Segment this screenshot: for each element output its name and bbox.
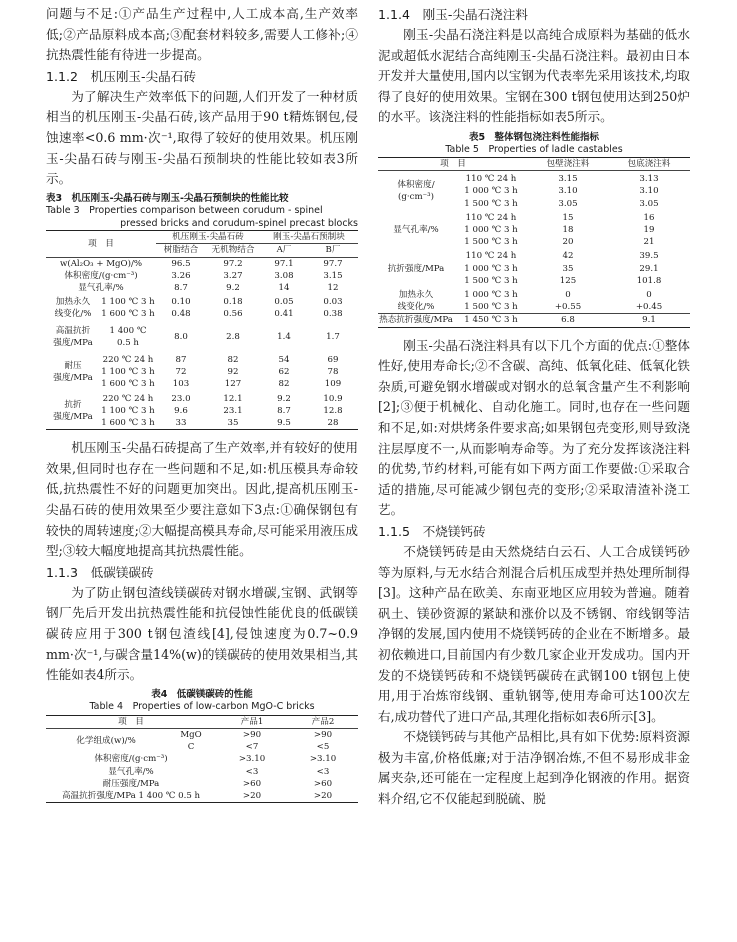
paragraph: 不烧镁钙砖是由天然烧结白云石、人工合成镁钙砂等为原料,与无水结合剂混合后机压成型并热处理所制得[3]。这种产品在欧美、东南亚地区应用较为普遍。随着矾土、镁砂资源的紧缺和涨价以及不锈钢、帘线钢等洁净钢的发展,国内使用不烧镁钙砖的企业在不断增多。最初依赖进口,目前国内有少数几家企业开发成功。国内开发的不烧镁钙砖和不烧镁钙碳砖在武钢100 t钢包上使用,用于冶炼帘线钢、重轨钢等,使用寿命可达100次左右,成功替代了进口产品,其理化指标如表6所示[3]。 — [378, 543, 690, 724]
section-heading: 1.1.5 不烧镁钙砖 — [378, 523, 486, 539]
table-row: 1 100 ℃ 3 h 72 92 62 78 — [101, 367, 339, 378]
table-row: 1 500 ℃ 3 h +0.55 +0.45 — [464, 302, 663, 313]
table-caption-en: Table 4 Properties of low-carbon MgO-C bricks — [89, 701, 315, 713]
header-item: 项 目 — [440, 158, 466, 169]
table-caption-en: pressed bricks and corudum-spinel precast blocks — [120, 217, 358, 229]
row-group-label: 显气孔率/% — [393, 224, 439, 235]
table-caption-en: Table 5 Properties of ladle castables — [445, 144, 623, 156]
row-group-label: 耐压 强度/MPa — [53, 361, 93, 384]
table-4-caption — [46, 689, 358, 713]
table-row: 1 600 ℃ 3 h 33 35 9.5 28 — [46, 417, 358, 430]
paragraph: 机压刚玉-尖晶石砖提高了生产效率,并有较好的使用效果,但同时也存在一些问题和不足,如:机压模具寿命较低,抗热震性不好的问题更加突出。因此,提高机压刚玉-尖晶石砖的使用效果至少要注意如下3点:①确保钢包有较快的周转速度;②大幅提高模具寿命,尽可能采用液压成型;③较大幅度地提高其抗热震性能。 — [46, 440, 358, 559]
table-caption-en: Table 3 Properties comparison between corudum - spinel — [46, 205, 323, 217]
table-row: 1 000 ℃ 3 h 18 19 — [464, 224, 655, 235]
table-row: 耐压 强度/MPa 220 ℃ 24 h 87 82 54 69 — [46, 352, 358, 366]
table-row: 1 500 ℃ 3 h 3.05 3.05 — [464, 198, 659, 209]
header-cell: A厂 — [276, 245, 292, 256]
header-cell: 产品2 — [311, 716, 335, 727]
table-row: 显气孔率/% <3 <3 — [108, 766, 330, 777]
table-caption-cn: 表3 机压刚玉-尖晶石砖与刚玉-尖晶石预制块的性能比较 — [46, 192, 289, 204]
header-group: 机压刚玉-尖晶石砖 — [156, 231, 260, 244]
table-row: 抗折 强度/MPa 220 ℃ 24 h 23.0 12.1 9.2 10.9 — [46, 391, 358, 405]
header-item: 项 目 — [118, 716, 144, 727]
row-group-label: 抗折强度/MPa — [387, 263, 445, 274]
table-row: 抗折强度/MPa 110 ℃ 24 h 42 39.5 — [378, 248, 690, 262]
row-group-label: 体积密度/ (g·cm⁻³) — [397, 180, 435, 203]
section-heading: 1.1.4 刚玉-尖晶石浇注料 — [378, 7, 528, 22]
paragraph: 为了防止钢包渣线镁碳砖对钢水增碳,宝钢、武钢等钢厂先后开发出抗热震性能和抗侵蚀性能优良的低碳镁碳砖应用于300 t钢包渣线[4],侵蚀速度为0.7~0.9 mm·次⁻¹,与碳含量14%(w)的镁碳砖的使用效果相当,其性能如表4所示。 — [46, 584, 358, 683]
table-row: w(Al₂O₃ + MgO)/% 96.5 97.2 97.1 97.7 — [59, 258, 343, 269]
table-row: 1 500 ℃ 3 h 125 101.8 — [464, 275, 662, 286]
paragraph: 刚玉-尖晶石浇注料具有以下几个方面的优点:①整体性好,使用寿命长;②不含碳、高纯、低氧化硅、低氧化铁杂质,可避免钢水增碳或对钢水的总氧含量产生不利影响[2];③便于机械化、自动化施工。同时,也存在一些问题和不足,如:对烘烤条件要求高;如果钢包壳变形,则导致浇注层厚度不一,从而影响寿命等。为了充分发挥该浇注料的优势,节约材料,可能有如下两方面工作要做:①采取合适的措施,尽可能减少钢包壳的变形;②采取清渣补浇工艺。 — [378, 337, 690, 518]
header-cell: B厂 — [325, 245, 341, 256]
table-row: 1 500 ℃ 3 h 20 21 — [464, 237, 655, 248]
paragraph: 不烧镁钙砖与其他产品相比,具有如下优势:原料资源极为丰富,价格低廉;对于洁净钢冶炼,不但不易形成非金属夹杂,还可能在一定程度上起到净化钢液的作用。据资料介绍,它不仅能起到脱硫、脱 — [378, 729, 690, 807]
table-row: 加热永久 线变化/% 1 000 ℃ 3 h 0 0 — [378, 287, 690, 301]
table-row: 1 000 ℃ 3 h 35 29.1 — [464, 263, 659, 274]
table-row: 体积密度/(g·cm⁻³) >3.10 >3.10 — [94, 754, 337, 765]
table-row: C <7 <5 — [187, 742, 330, 753]
table-row: 1 000 ℃ 3 h 3.10 3.10 — [464, 186, 659, 197]
table-caption-cn: 表5 整体钢包浇注料性能指标 — [468, 131, 600, 143]
row-group-label: 加热永久 线变化/% — [54, 297, 92, 320]
paragraph: 刚玉-尖晶石浇注料是以高纯合成原料为基础的低水泥或超低水泥结合高纯刚玉-尖晶石浇注料。最初由日本开发并大量使用,国内以宝钢为代表率先采用该技术,均取得了良好的使用效果。宝钢在300 t钢包使用达到250炉的水平。该浇注料的性能指标如表5所示。 — [378, 27, 690, 125]
table-row: 化学组成(w)/% MgO >90 >90 — [46, 729, 358, 742]
row-group-label: 化学组成(w)/% — [76, 736, 136, 747]
table-4 — [46, 715, 358, 803]
table-row: 高温抗折 强度/MPa 1 400 ℃ 0.5 h 8.0 2.8 1.4 1.7 — [46, 321, 358, 352]
table-3 — [46, 230, 358, 430]
row-group-label: 抗折 强度/MPa — [46, 391, 100, 430]
header-group: 刚玉-尖晶石预制块 — [260, 231, 358, 244]
table-row: 显气孔率/% 110 ℃ 24 h 15 16 — [378, 210, 690, 224]
section-heading: 1.1.2 机压刚玉-尖晶石砖 — [46, 68, 196, 84]
table-row: 热态抗折强度/MPa 1 450 ℃ 3 h 6.8 9.1 — [378, 314, 690, 327]
header-item: 项 目 — [46, 231, 156, 257]
section-heading: 1.1.3 低碳镁碳砖 — [46, 564, 154, 580]
header-cell: 产品1 — [240, 716, 264, 727]
table-row: 耐压强度/MPa >60 >60 — [102, 778, 333, 789]
header-cell: 包底浇注料 — [627, 158, 671, 169]
left-column — [46, 4, 358, 803]
table-caption-cn: 表4 低碳镁碳砖的性能 — [151, 688, 253, 700]
table-5-caption — [378, 132, 690, 156]
right-column — [378, 4, 690, 810]
table-row: 加热永久 线变化/% 1 100 ℃ 3 h 0.10 0.18 0.05 0.03 — [46, 294, 358, 308]
table-row: 体积密度/(g·cm⁻³) 3.26 3.27 3.08 3.15 — [64, 270, 343, 281]
table-row: 1 600 ℃ 3 h 103 127 82 109 — [101, 379, 342, 390]
header-cell: 无机物结合 — [211, 245, 255, 256]
table-row: 显气孔率/% 8.7 9.2 14 12 — [78, 283, 339, 294]
row-group-label: 加热永久 线变化/% — [397, 290, 435, 313]
table-3-caption — [46, 193, 358, 230]
header-cell: 包壁浇注料 — [546, 158, 590, 169]
table-row: 1 600 ℃ 3 h 0.48 0.56 0.41 0.38 — [101, 309, 343, 320]
row-group-label: 高温抗折 强度/MPa — [53, 325, 93, 348]
table-row: 体积密度/ (g·cm⁻³) 110 ℃ 24 h 3.15 3.13 — [378, 171, 690, 186]
paragraph: 为了解决生产效率低下的问题,人们开发了一种材质相当的机压刚玉-尖晶石砖,该产品用于90 t精炼钢包,侵蚀速率<0.6 mm·次⁻¹,取得了较好的使用效果。机压刚玉-尖晶石砖与刚玉-尖晶石预制块的性能比较如表3所示。 — [46, 88, 358, 187]
table-row: 1 100 ℃ 3 h 9.6 23.1 8.7 12.8 — [101, 405, 343, 416]
table-row: 高温抗折强度/MPa 1 400 ℃ 0.5 h >20 >20 — [46, 790, 358, 803]
paragraph: 问题与不足:①产品生产过程中,人工成本高,生产效率低;②产品原料成本高;③配套材料较多,需要人工修补;④抗热震性能有待进一步提高。 — [46, 6, 358, 63]
header-cell: 树脂结合 — [163, 245, 199, 256]
table-5 — [378, 157, 690, 328]
